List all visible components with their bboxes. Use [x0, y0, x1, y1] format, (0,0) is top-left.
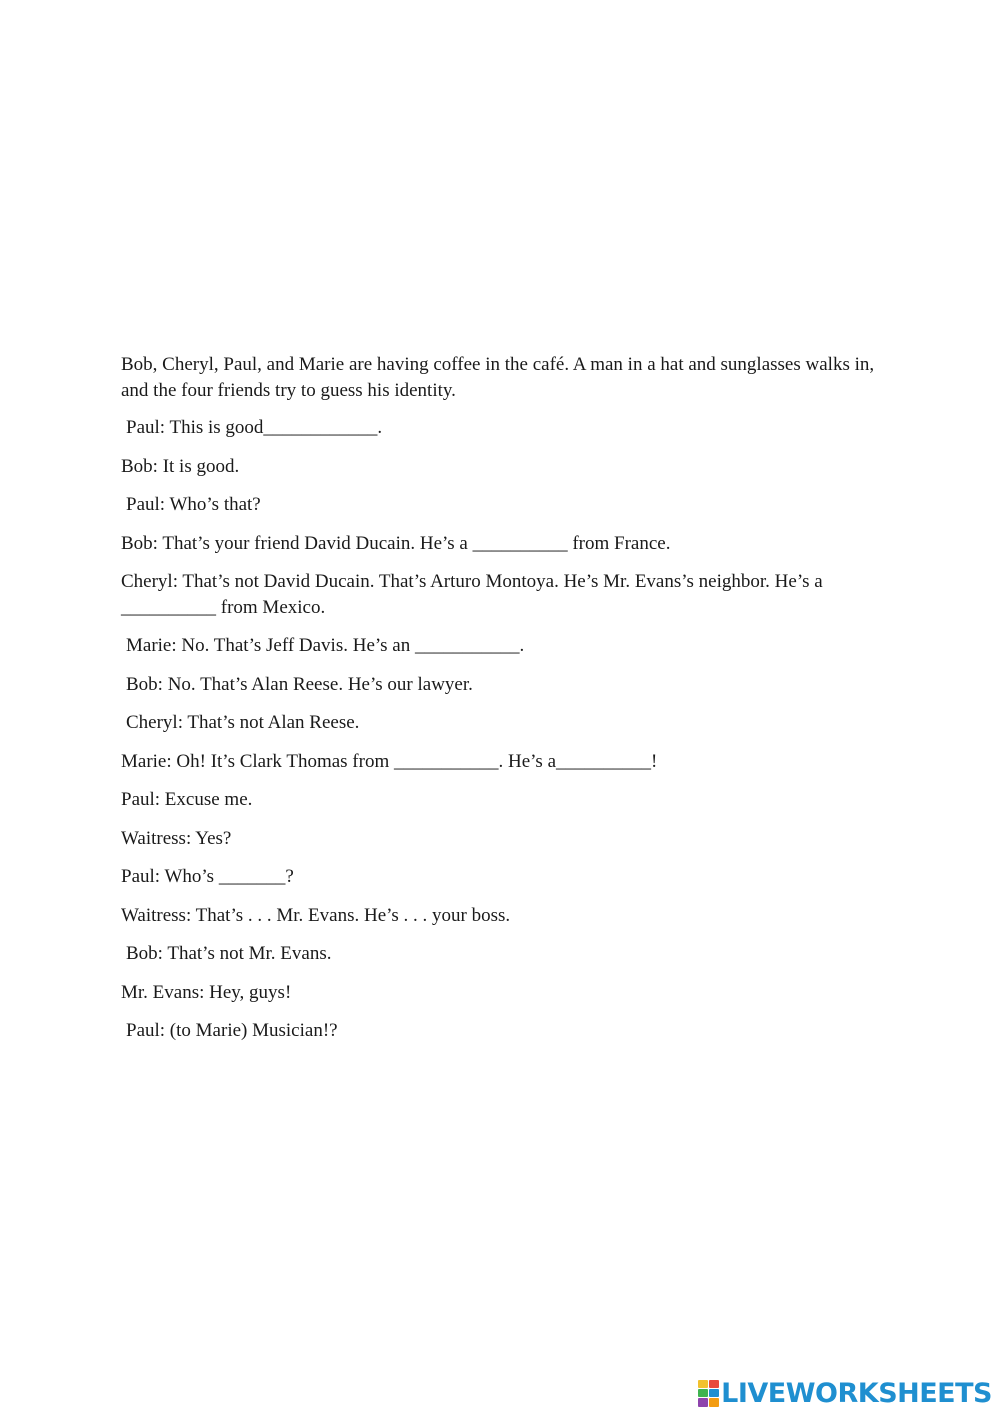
dialogue-line: Marie: Oh! It’s Clark Thomas from ___________. He’s a__________!: [121, 750, 658, 772]
logo-block: [698, 1389, 708, 1397]
dialogue-line: Bob: No. That’s Alan Reese. He’s our lawyer.: [126, 673, 473, 695]
dialogue-line: Bob: It is good.: [121, 455, 240, 477]
dialogue-line: Paul: Excuse me.: [121, 789, 253, 810]
worksheet-body: [121, 352, 891, 1057]
dialogue-line: Cheryl: That’s not Alan Reese.: [126, 712, 360, 733]
brand-name: LIVEWORKSHEETS: [721, 1377, 992, 1409]
dialogue-line: Paul: This is good____________.: [126, 417, 383, 438]
dialogue-line: Paul: Who’s that?: [126, 494, 261, 515]
logo-block: [709, 1398, 719, 1407]
dialogue-line: Paul: Who’s _______?: [121, 866, 294, 887]
logo-block: [698, 1398, 708, 1407]
dialogue-line: Mr. Evans: Hey, guys!: [121, 981, 292, 1003]
liveworksheets-brand[interactable]: [697, 1378, 992, 1408]
dialogue-line: Paul: (to Marie) Musician!?: [126, 1020, 338, 1041]
dialogue-line: Bob: That’s your friend David Ducain. He’s a __________ from France.: [121, 532, 671, 554]
dialogue-line: Waitress: That’s . . . Mr. Evans. He’s . . . your boss.: [121, 904, 511, 926]
dialogue-line: Bob: That’s not Mr. Evans.: [126, 943, 332, 964]
dialogue-line: Cheryl: That’s not David Ducain. That’s Arturo Montoya. He’s Mr. Evans’s neighbor. He’s a __________ from Mexico.: [121, 571, 828, 618]
dialogue-line: Marie: No. That’s Jeff Davis. He’s an ___________.: [126, 635, 525, 656]
logo-block: [698, 1380, 708, 1388]
logo-block: [709, 1389, 719, 1397]
dialogue-line: Waitress: Yes?: [121, 827, 232, 849]
intro-paragraph: Bob, Cheryl, Paul, and Marie are having coffee in the café. A man in a hat and sunglasses walks in, and the four friends try to guess his identity.: [121, 354, 879, 401]
logo-block: [709, 1380, 719, 1388]
liveworksheets-logo-icon: [697, 1379, 719, 1407]
